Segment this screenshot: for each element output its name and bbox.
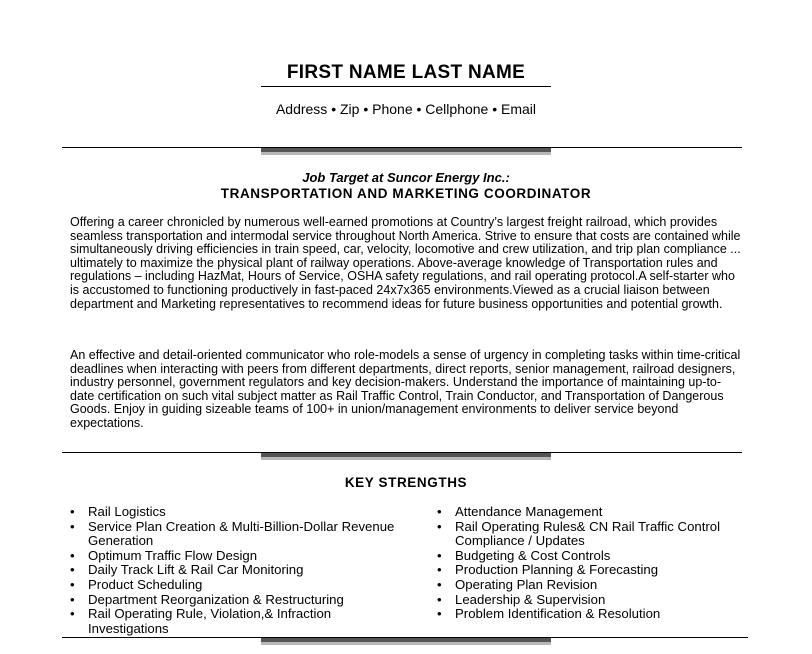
strength-item: • Attendance Management bbox=[437, 505, 737, 520]
strength-item: • Leadership & Supervision bbox=[437, 593, 737, 608]
strength-item: • Problem Identification & Resolution bbox=[437, 607, 737, 622]
summary-paragraph-2: An effective and detail-oriented communicator who role-models a sense of urgency in completing tasks within time-critical deadlines when interacting with peers from different departments, direct reports, senior management, railroad designers, industry personnel, government regulators and key decision-makers. Understand the importance of maintaining up-to-date certification on such vital subject matter as Rail Traffic Control, Train Conductor, and Transportation of Dangerous Goods. Enjoy in guiding sizeable teams of 100+ in union/management environments to deliver service beyond expectations. bbox=[70, 348, 741, 430]
strength-item: • Optimum Traffic Flow Design bbox=[70, 549, 410, 564]
strength-item: • Service Plan Creation & Multi-Billion-Dollar Revenue Generation bbox=[70, 520, 410, 549]
section-divider-3-shadow bbox=[261, 642, 551, 645]
section-divider-1-shadow bbox=[261, 152, 551, 155]
strength-item: • Rail Operating Rules& CN Rail Traffic Control Compliance / Updates bbox=[437, 520, 737, 549]
contact-line: Address • Zip • Phone • Cellphone • Email bbox=[275, 101, 537, 117]
job-title: TRANSPORTATION AND MARKETING COORDINATOR bbox=[220, 186, 592, 201]
strength-item: • Department Reorganization & Restructuring bbox=[70, 593, 410, 608]
strength-item: • Product Scheduling bbox=[70, 578, 410, 593]
section-divider-2-shadow bbox=[261, 457, 551, 460]
key-strengths-title: KEY STRENGTHS bbox=[344, 475, 468, 490]
key-strengths-right-list bbox=[437, 505, 737, 622]
strength-item: • Production Planning & Forecasting bbox=[437, 563, 737, 578]
name-underline bbox=[261, 86, 551, 87]
strength-item: • Operating Plan Revision bbox=[437, 578, 737, 593]
summary-paragraph-1: Offering a career chronicled by numerous well-earned promotions at Country’s largest freight railroad, which provides seamless transportation and intermodal service throughout North America. Strive to ensure that costs are contained while simultaneously driving efficiencies in train speed, car, velocity, locomotive and crew utilization, and trip plan compliance ... ultimately to maximize the physical plant of railway operations. Above-average knowledge of Transportation rules and regulations – including HazMat, Hours of Service, OSHA safety regulations, and rail operating protocol.A self-starter who is accustomed to functioning productively in fast-paced 24x7x365 environments.Viewed as a crucial liaison between department and Marketing representatives to recommend ideas for future business opportunities and potential growth. bbox=[70, 215, 741, 311]
strength-item: • Rail Operating Rule, Violation,& Infraction Investigations bbox=[70, 607, 410, 636]
strength-item: • Budgeting & Cost Controls bbox=[437, 549, 737, 564]
job-target: Job Target at Suncor Energy Inc.: bbox=[302, 170, 510, 185]
strength-item: • Daily Track Lift & Rail Car Monitoring bbox=[70, 563, 410, 578]
strength-item: • Rail Logistics bbox=[70, 505, 410, 520]
key-strengths-left-list bbox=[70, 505, 410, 636]
candidate-name: FIRST NAME LAST NAME bbox=[286, 62, 526, 83]
